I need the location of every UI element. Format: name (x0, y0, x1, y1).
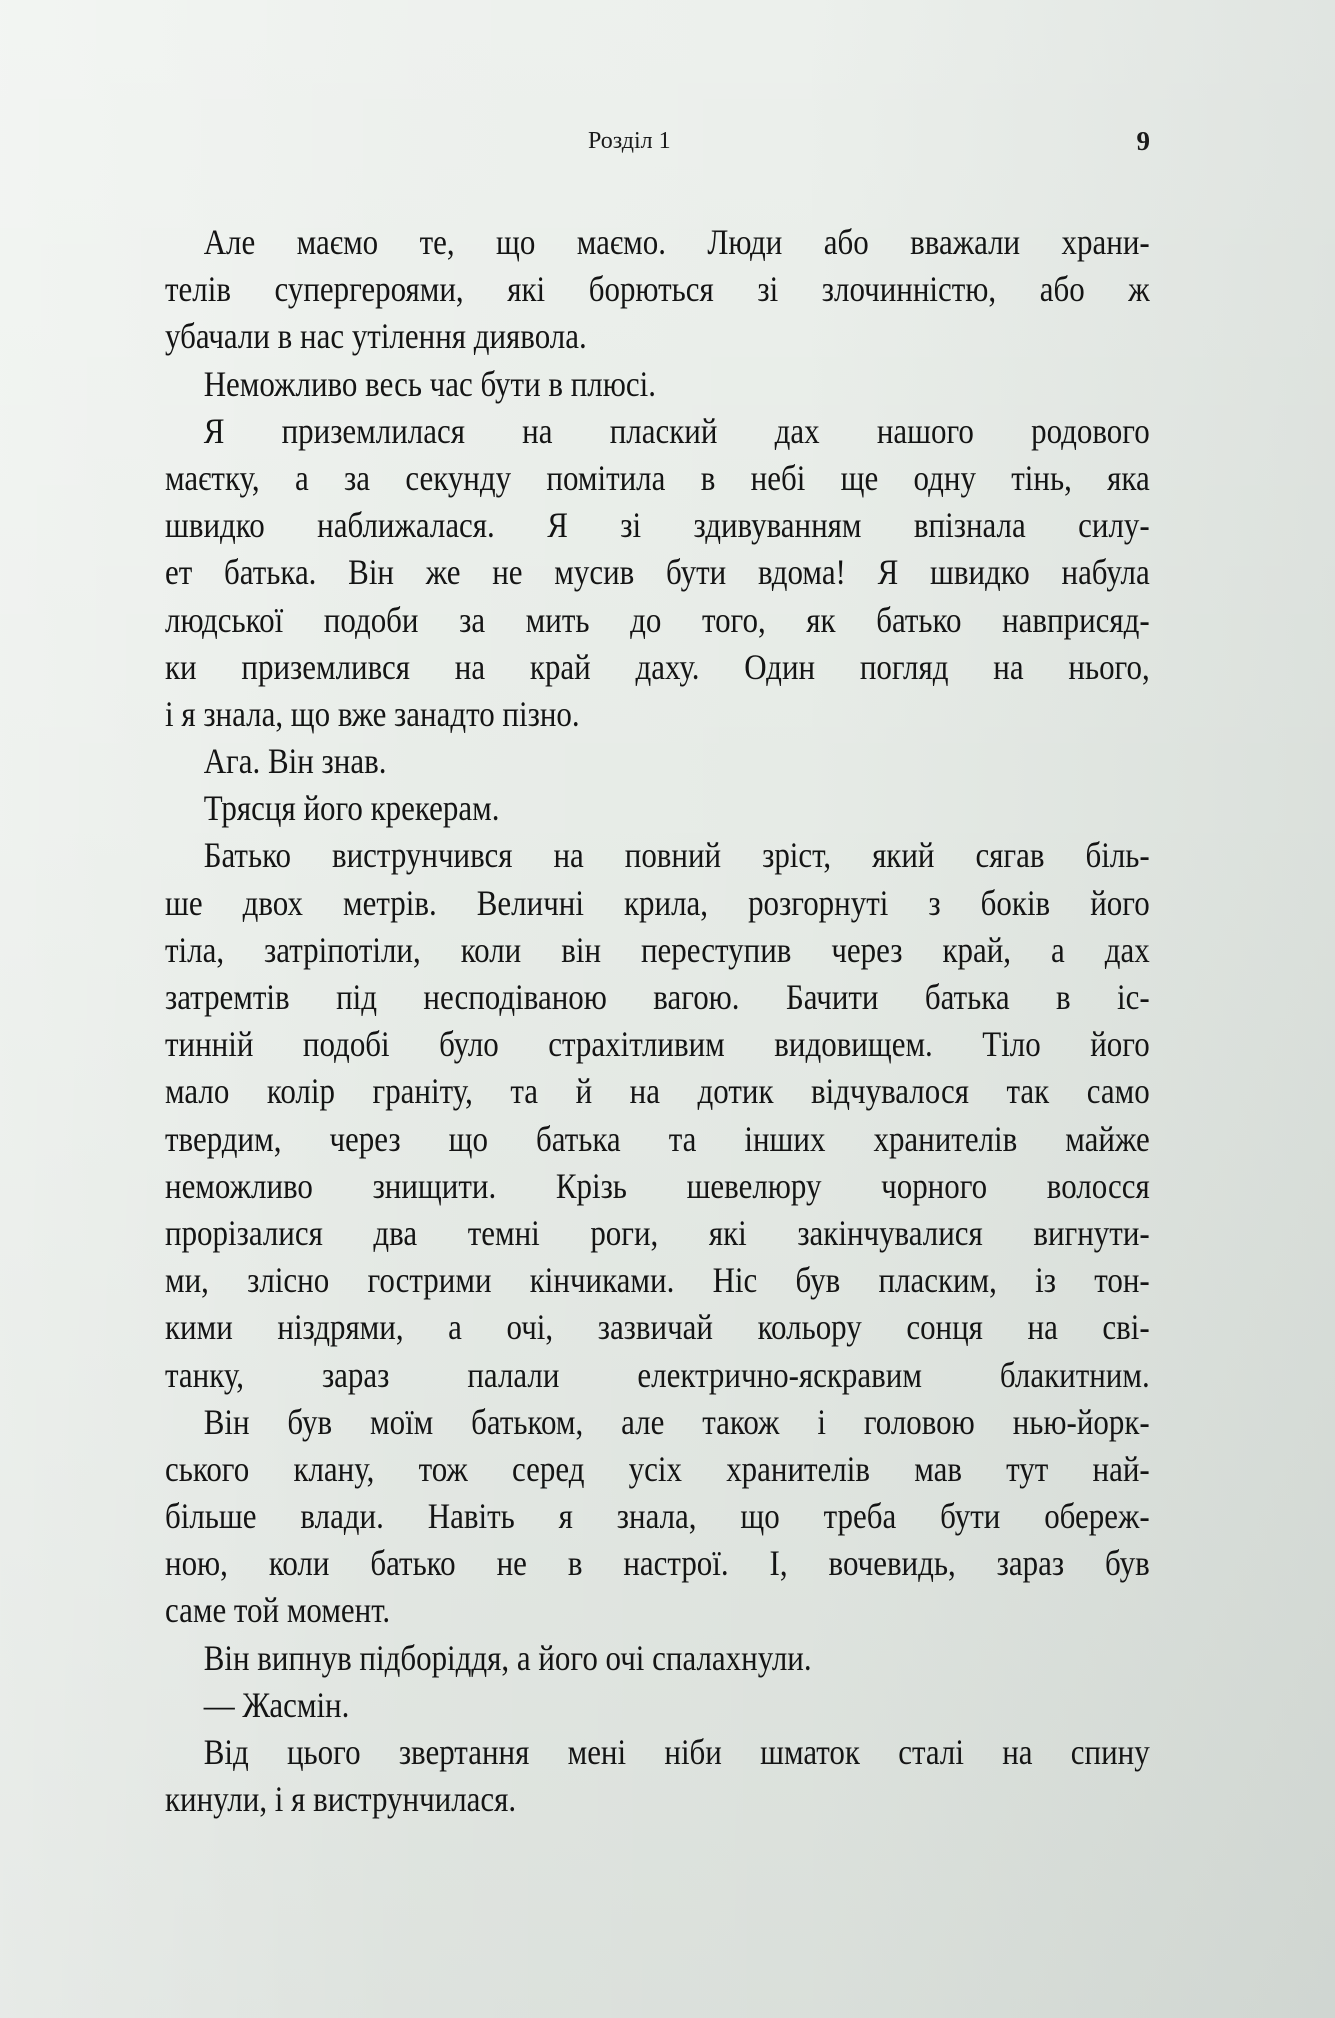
text-line: Але маємо те, що маємо. Люди або вважали храни- (203, 222, 1150, 262)
text-line: людської подоби за мить до того, як батько навприсяд- (165, 599, 1150, 640)
text-line: Я приземлилася на плаский дах нашого родового (203, 410, 1150, 451)
text-line: тинній подобі було страхітливим видовищем. Тіло його (165, 1024, 1150, 1065)
text-line: тіла, затріпотіли, коли він переступив через край, а дах (165, 929, 1150, 970)
text-line: прорізалися два темні роги, які закінчувалися вигнути- (165, 1212, 1150, 1253)
text-line: — Жасмін. (203, 1684, 350, 1725)
text-line: танку, зараз палали електрично-яскравим блакитним. (165, 1354, 1150, 1395)
text-line: кинули, і я виструнчилася. (165, 1779, 517, 1820)
body-text (165, 219, 1150, 1823)
chapter-title: Розділ 1 (588, 128, 671, 154)
text-line: Він випнув підборіддя, а його очі спалахнули. (203, 1637, 812, 1678)
text-line: ет батька. Він же не мусив бути вдома! Я швидко набула (165, 552, 1150, 593)
text-line: ною, коли батько не в настрої. І, вочевидь, зараз був (165, 1543, 1150, 1584)
text-line: ми, злісно гострими кінчиками. Ніс був пласким, із тон- (165, 1260, 1150, 1301)
text-line: убачали в нас утілення диявола. (165, 316, 587, 357)
text-line: твердим, через що батька та інших хранителів майже (165, 1118, 1150, 1159)
text-line: Трясця його крекерам. (203, 788, 500, 829)
page-number: 9 (1136, 126, 1150, 156)
text-line: і я знала, що вже занадто пізно. (165, 693, 580, 734)
text-line: ше двох метрів. Величні крила, розгорнуті з боків його (165, 882, 1150, 923)
text-line: затремтів під несподіваною вагою. Бачити батька в іс- (165, 977, 1150, 1017)
text-line: Неможливо весь час бути в плюсі. (203, 363, 656, 404)
text-line: телів супергероями, які борються зі злочинністю, або ж (165, 269, 1150, 310)
text-line: саме той момент. (165, 1590, 391, 1631)
text-line: неможливо знищити. Крізь шевелюру чорного волосся (165, 1165, 1150, 1206)
running-header (165, 122, 1150, 162)
text-line: Він був моїм батьком, але також і головою нью-йорк- (203, 1401, 1150, 1442)
text-line: ського клану, тож серед усіх хранителів мав тут най- (165, 1448, 1150, 1489)
text-line: Батько виструнчився на повний зріст, який сягав біль- (203, 835, 1150, 876)
text-line: Ага. Він знав. (203, 741, 387, 782)
text-line: маєтку, а за секунду помітила в небі ще одну тінь, яка (165, 457, 1150, 498)
text-line: ки приземлився на край даху. Один погляд на нього, (165, 646, 1150, 687)
text-line: Від цього звертання мені ніби шматок сталі на спину (203, 1732, 1150, 1772)
text-line: швидко наближалася. Я зі здивуванням впізнала силу- (165, 505, 1150, 546)
text-line: мало колір граніту, та й на дотик відчувалося так само (165, 1071, 1150, 1112)
text-line: кими ніздрями, а очі, зазвичай кольору сонця на сві- (165, 1307, 1150, 1348)
text-line: більше влади. Навіть я знала, що треба бути обереж- (165, 1496, 1150, 1537)
